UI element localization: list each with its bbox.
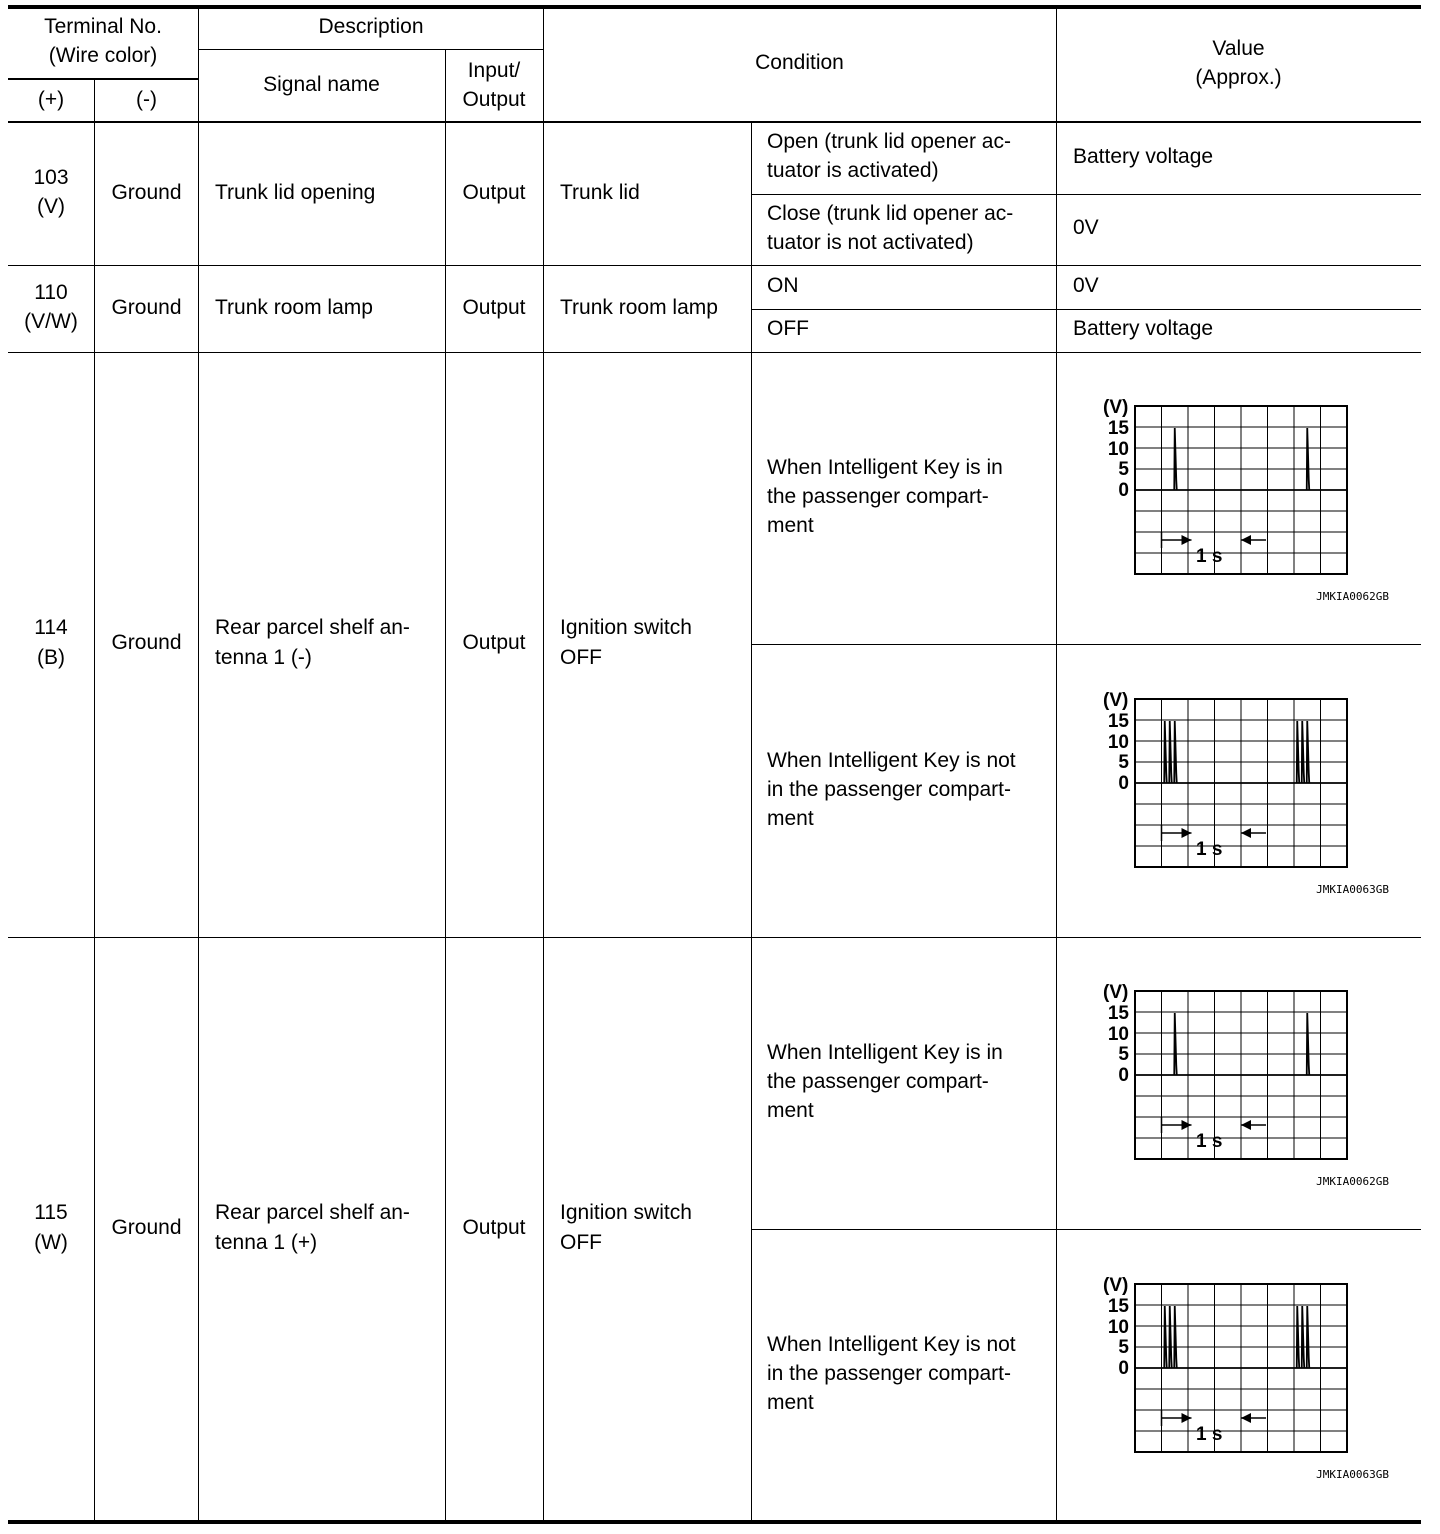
arrow-head xyxy=(1182,1120,1192,1130)
header-signal-name: Signal name xyxy=(263,73,380,96)
y-tick-label: 0 xyxy=(1118,1358,1129,1379)
condition: Trunk lid xyxy=(560,181,640,204)
oscilloscope-waveform xyxy=(1095,977,1395,1197)
io-direction: Output xyxy=(462,296,526,319)
state-condition: in the passenger compart- xyxy=(767,1362,1011,1385)
signal-pulse xyxy=(1174,1306,1177,1368)
time-span-label: 1 s xyxy=(1196,546,1223,567)
signal-name: Rear parcel shelf an- xyxy=(215,616,410,639)
state-condition: When Intelligent Key is in xyxy=(767,456,1003,479)
header-terminal-no: Terminal No. xyxy=(44,15,162,38)
arrow-head xyxy=(1182,828,1192,838)
signal-name: Trunk room lamp xyxy=(215,296,373,319)
condition: OFF xyxy=(560,646,602,669)
signal-name: Trunk lid opening xyxy=(215,181,376,204)
signal-pulse xyxy=(1174,1013,1177,1075)
io-direction: Output xyxy=(462,181,526,204)
signal-pulse xyxy=(1307,721,1310,783)
state-condition: the passenger compart- xyxy=(767,485,989,508)
col-divider xyxy=(445,49,446,1521)
wire-color: (V/W) xyxy=(24,310,78,333)
state-condition: tuator is not activated) xyxy=(767,231,974,254)
figure-code: JMKIA0063GB xyxy=(1316,1468,1389,1481)
header-approx: (Approx.) xyxy=(1195,66,1282,89)
waveform-svg xyxy=(1095,1270,1395,1490)
arrow-head xyxy=(1241,1413,1251,1423)
header-output: Output xyxy=(462,88,526,111)
signal-pulse xyxy=(1307,1306,1310,1368)
col-divider xyxy=(543,7,544,1521)
state-value: Battery voltage xyxy=(1073,317,1214,340)
row-divider xyxy=(751,309,1421,310)
y-tick-label: 5 xyxy=(1118,1044,1129,1065)
y-tick-label: 10 xyxy=(1107,439,1129,460)
top-rule xyxy=(8,5,1421,9)
header-description: Description xyxy=(318,15,424,38)
header-condition: Condition xyxy=(755,51,844,74)
header-divider xyxy=(8,78,198,80)
signal-pulse xyxy=(1164,721,1167,783)
state-condition: ment xyxy=(767,514,814,537)
terminal-number: 103 xyxy=(33,166,69,189)
wire-color: (W) xyxy=(34,1231,68,1254)
time-span-label: 1 s xyxy=(1196,1424,1223,1445)
signal-pulse xyxy=(1302,721,1305,783)
signal-pulse xyxy=(1307,428,1310,490)
state-condition: Open (trunk lid opener ac- xyxy=(767,130,1011,153)
row-divider xyxy=(8,937,1421,938)
figure-code: JMKIA0062GB xyxy=(1316,1175,1389,1188)
row-divider xyxy=(8,352,1421,353)
ground-terminal: Ground xyxy=(111,181,182,204)
wire-color: (B) xyxy=(37,646,65,669)
y-tick-label: 15 xyxy=(1107,418,1129,439)
y-unit-label: (V) xyxy=(1103,982,1129,1003)
time-span-label: 1 s xyxy=(1196,1131,1223,1152)
state-condition: When Intelligent Key is not xyxy=(767,1333,1016,1356)
oscilloscope-waveform xyxy=(1095,685,1395,905)
row-divider xyxy=(8,265,1421,266)
header-wire-color: (Wire color) xyxy=(48,44,158,67)
signal-name: tenna 1 (+) xyxy=(215,1231,318,1254)
signal-pulse xyxy=(1307,1013,1310,1075)
header-plus: (+) xyxy=(37,88,65,111)
col-divider xyxy=(751,122,752,1521)
waveform-svg xyxy=(1095,392,1395,612)
figure-code: JMKIA0062GB xyxy=(1316,590,1389,603)
time-span-label: 1 s xyxy=(1196,839,1223,860)
ground-terminal: Ground xyxy=(111,1216,182,1239)
state-value: Battery voltage xyxy=(1073,145,1214,168)
wire-color: (V) xyxy=(37,195,65,218)
y-tick-label: 5 xyxy=(1118,1337,1129,1358)
state-condition: ment xyxy=(767,1391,814,1414)
y-unit-label: (V) xyxy=(1103,690,1129,711)
io-direction: Output xyxy=(462,1216,526,1239)
state-condition: ment xyxy=(767,807,814,830)
row-divider xyxy=(751,644,1421,645)
state-value: 0V xyxy=(1073,216,1099,239)
bottom-rule xyxy=(8,1520,1421,1524)
state-condition: in the passenger compart- xyxy=(767,778,1011,801)
state-condition: When Intelligent Key is not xyxy=(767,749,1016,772)
y-tick-label: 5 xyxy=(1118,752,1129,773)
state-condition: ON xyxy=(767,274,799,297)
signal-pulse xyxy=(1174,721,1177,783)
header-value: Value xyxy=(1212,37,1265,60)
signal-name: tenna 1 (-) xyxy=(215,646,312,669)
state-value: 0V xyxy=(1073,274,1099,297)
y-tick-label: 0 xyxy=(1118,773,1129,794)
condition: Ignition switch xyxy=(560,1201,692,1224)
arrow-head xyxy=(1241,828,1251,838)
signal-pulse xyxy=(1297,1306,1300,1368)
state-condition: OFF xyxy=(767,317,809,340)
signal-pulse xyxy=(1297,721,1300,783)
ground-terminal: Ground xyxy=(111,631,182,654)
header-input: Input/ xyxy=(467,59,521,82)
y-tick-label: 15 xyxy=(1107,711,1129,732)
header-minus: (-) xyxy=(136,88,157,111)
y-tick-label: 0 xyxy=(1118,1065,1129,1086)
signal-name: Rear parcel shelf an- xyxy=(215,1201,410,1224)
y-tick-label: 10 xyxy=(1107,732,1129,753)
oscilloscope-waveform xyxy=(1095,392,1395,612)
y-unit-label: (V) xyxy=(1103,397,1129,418)
waveform-svg xyxy=(1095,977,1395,1197)
figure-code: JMKIA0063GB xyxy=(1316,883,1389,896)
y-tick-label: 15 xyxy=(1107,1296,1129,1317)
condition: OFF xyxy=(560,1231,602,1254)
terminal-number: 114 xyxy=(34,616,68,639)
y-tick-label: 5 xyxy=(1118,459,1129,480)
y-tick-label: 10 xyxy=(1107,1024,1129,1045)
y-tick-label: 0 xyxy=(1118,480,1129,501)
header-divider xyxy=(198,49,544,50)
signal-pulse xyxy=(1164,1306,1167,1368)
state-condition: ment xyxy=(767,1099,814,1122)
arrow-head xyxy=(1182,1413,1192,1423)
y-tick-label: 10 xyxy=(1107,1317,1129,1338)
arrow-head xyxy=(1241,1120,1251,1130)
signal-pulse xyxy=(1169,1306,1172,1368)
oscilloscope-waveform xyxy=(1095,1270,1395,1490)
col-divider xyxy=(198,7,199,1521)
signal-pulse xyxy=(1302,1306,1305,1368)
col-divider xyxy=(1056,7,1057,1521)
state-condition: tuator is activated) xyxy=(767,159,939,182)
waveform-svg xyxy=(1095,685,1395,905)
row-divider xyxy=(751,1229,1421,1230)
signal-pulse xyxy=(1169,721,1172,783)
y-tick-label: 15 xyxy=(1107,1003,1129,1024)
y-unit-label: (V) xyxy=(1103,1275,1129,1296)
signal-pulse xyxy=(1174,428,1177,490)
state-condition: the passenger compart- xyxy=(767,1070,989,1093)
state-condition: When Intelligent Key is in xyxy=(767,1041,1003,1064)
io-direction: Output xyxy=(462,631,526,654)
terminal-number: 110 xyxy=(34,281,68,304)
header-bottom-rule xyxy=(8,121,1421,123)
ground-terminal: Ground xyxy=(111,296,182,319)
arrow-head xyxy=(1241,535,1251,545)
arrow-head xyxy=(1182,535,1192,545)
terminal-number: 115 xyxy=(34,1201,68,1224)
row-divider xyxy=(751,194,1421,195)
condition: Ignition switch xyxy=(560,616,692,639)
condition: Trunk room lamp xyxy=(560,296,718,319)
state-condition: Close (trunk lid opener ac- xyxy=(767,202,1014,225)
